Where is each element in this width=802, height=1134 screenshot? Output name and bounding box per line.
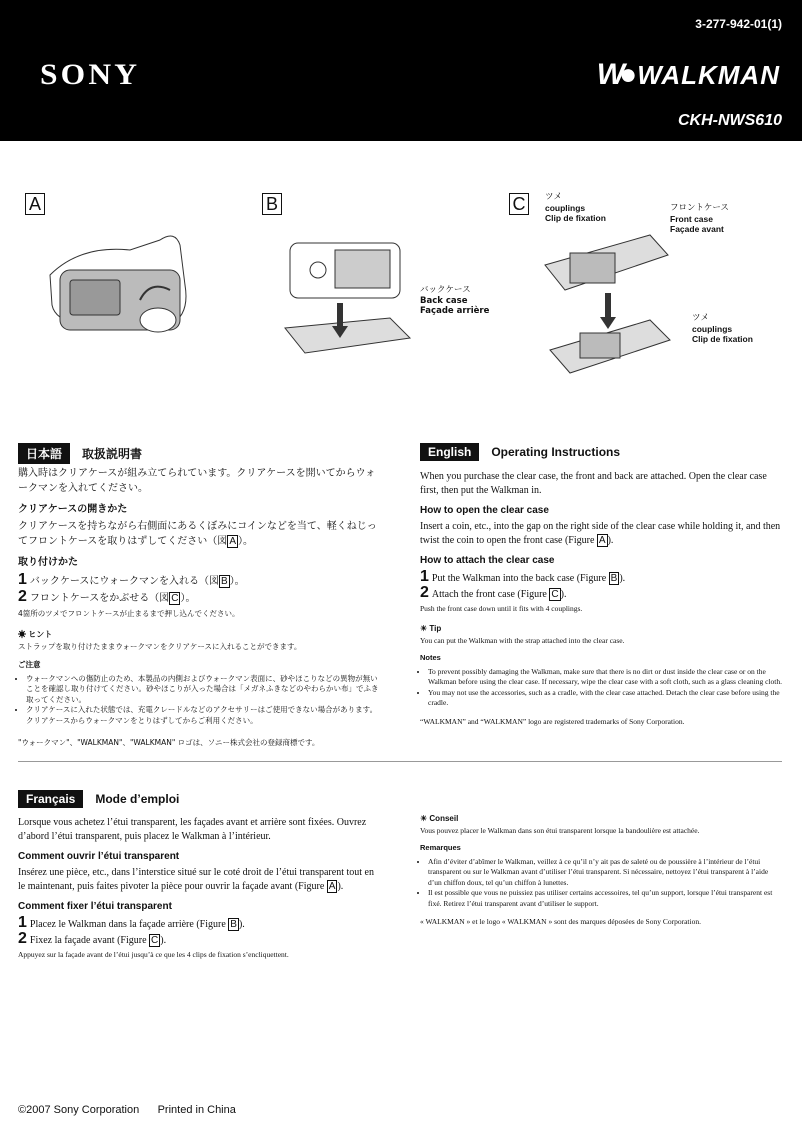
english-section-header: [420, 443, 620, 461]
french-column-right: [420, 812, 782, 932]
japanese-step-2: 2 フロントケースをかぶせる（図 C ）。: [18, 588, 196, 605]
english-step-2-sub: Push the front case down until it fits with 4 couplings.: [420, 604, 583, 613]
japanese-tip-text: ストラップを取り付けたままウォークマンをクリアケースに入れることができます。: [18, 642, 302, 651]
walkman-wordmark: WALKMAN: [637, 59, 780, 90]
english-trademark: “WALKMAN” and “WALKMAN” logo are registered trademarks of Sony Corporation.: [420, 716, 685, 726]
model-number: CKH-NWS610: [677, 112, 782, 129]
english-notes: Notes • To prevent possibly damaging the Walkman, make sure that there is no dirt or dust inside the clear case or on the Walkman before using the clear case. If necessary, wipe the clear case with a soft cloth, such as a glass cleaning cloth. • You may not use the accessories, such as a cradle, with the clear case attached. Detach the clear case before using the cradle.: [420, 651, 782, 709]
japanese-tip-heading: ☀ ヒント: [18, 630, 53, 639]
english-attach-heading: How to attach the clear case: [420, 555, 555, 566]
japanese-title: 取扱説明書: [82, 447, 143, 461]
japanese-step-2-sub: 4箇所のツメでフロントケースが止まるまで押し込んでください。: [18, 609, 240, 618]
english-intro: When you purchase the clear case, the front and back are attached. Open the clear case first, then put the Walkman in.: [420, 471, 767, 496]
callout-back-case: バックケース Back case Façade arrière: [420, 285, 490, 316]
french-tip-text: Vous pouvez placer le Walkman dans son étui transparent lorsque la bandoulière est attachée.: [420, 826, 700, 835]
walkman-logo: [597, 58, 780, 92]
french-notes: Remarques • Afin d’éviter d’abîmer le Walkman, veillez à ce qu’il n’y ait pas de saleté ou de poussière à l’intérieur de l’étui transparent ou sur le Walkman avant d’utiliser l’étui transparent. Si nécessaire, nettoyez l’étui transparent à l’aide d’un chiffon doux, tel qu’un chiffon à lunettes. • Il est possible que vous ne puissiez pas utiliser certains accessoires, tel qu’un support, lorsque l’étui transparent est fixé. Retirez l’étui transparent avant d’utiliser le support.: [420, 841, 782, 910]
french-step-2-sub: Appuyez sur la façade avant de l’étui jusqu’à ce que les 4 clips de fixation s’encliquettent.: [18, 950, 289, 959]
figure-b-label: B: [262, 193, 282, 215]
walkman-w-icon: W●: [596, 58, 632, 91]
english-title: Operating Instructions: [491, 445, 621, 459]
lightbulb-icon: ☀: [18, 630, 26, 639]
french-intro: Lorsque vous achetez l’étui transparent, les façades avant et arrière sont fixées. Ouvrez d’abord l’étui transparent, puis placez le Walkman à l’intérieur.: [18, 817, 367, 842]
japanese-open-text: クリアケースを持ちながら右側面にあるくぼみにコインなどを当て、軽くねじってフロントケースを取りはずしてください（図 A ）。: [18, 521, 377, 547]
footer: [18, 1104, 236, 1116]
callout-couplings-top: ツメ couplings Clip de fixation: [545, 192, 606, 223]
header-bar: [0, 0, 802, 141]
figure-c-illustration: [540, 225, 690, 385]
french-attach-heading: Comment fixer l’étui transparent: [18, 901, 172, 912]
french-section-header: [18, 790, 179, 808]
section-divider: [18, 761, 782, 762]
sony-logo: SONY: [40, 58, 141, 91]
french-badge: Français: [18, 790, 83, 808]
english-open-heading: How to open the clear case: [420, 505, 549, 516]
french-title: Mode d’emploi: [95, 792, 180, 806]
callout-front-case: フロントケース Front case Façade avant: [670, 203, 729, 234]
lightbulb-icon: ☀: [420, 814, 428, 823]
japanese-intro: 購入時はクリアケースが組み立てられています。クリアケースを開いてからウォークマンを入れてください。: [18, 468, 376, 494]
french-step-1: 1 Placez le Walkman dans la façade arrière (Figure B ).: [18, 914, 245, 931]
japanese-open-heading: クリアケースの開きかた: [18, 504, 128, 515]
french-open-heading: Comment ouvrir l’étui transparent: [18, 851, 180, 862]
japanese-section-header: [18, 443, 142, 464]
french-column-left: [18, 816, 383, 966]
document-number: 3-277-942-01(1): [695, 17, 782, 31]
copyright: ©2007 Sony Corporation: [18, 1104, 140, 1116]
japanese-step-1: 1 バックケースにウォークマンを入れる（図 B ）。: [18, 571, 245, 588]
french-step-2: 2 Fixez la façade avant (Figure C ).: [18, 930, 167, 947]
english-step-2: 2 Attach the front case (Figure C ).: [420, 584, 567, 601]
figure-a-illustration: [40, 225, 215, 350]
english-column: [420, 470, 782, 731]
japanese-badge: 日本語: [18, 443, 70, 464]
figure-b-illustration: [280, 238, 420, 368]
japanese-trademark: "ウォークマン"、"WALKMAN"、"WALKMAN" ロゴは、ソニー株式会社の登録商標です。: [18, 738, 320, 747]
english-badge: English: [420, 443, 479, 461]
figure-a-label: A: [25, 193, 45, 215]
english-tip-text: You can put the Walkman with the strap attached into the clear case.: [420, 636, 625, 645]
japanese-caution: ご注意 • ウォークマンへの傷防止のため、本製品の内側およびウォークマン表面に、砂やほこりなどの異物が無いことを確認し取り付けてください。砂やほこりが入った場合は「メガネふきなどのやわらかい布」でふき取ってください。 • クリアケースに入れた状態では、充電クレードルなどのアクセサリーはご使用できない場合があります。クリアケースからウォークマンをとりはずしてからご利用ください。: [18, 657, 383, 727]
lightbulb-icon: ☀: [420, 624, 428, 633]
french-trademark: « WALKMAN » et le logo « WALKMAN » sont des marques déposées de Sony Corporation.: [420, 917, 701, 926]
figure-c-label: C: [509, 193, 529, 215]
callout-couplings-bottom: ツメ couplings Clip de fixation: [692, 313, 753, 344]
english-open-text: Insert a coin, etc., into the gap on the right side of the clear case while holding it, and then twist the coin to open the front case (Figure A ).: [420, 521, 781, 546]
french-tip-heading: ☀ Conseil: [420, 814, 459, 823]
english-tip-heading: ☀ Tip: [420, 624, 442, 633]
japanese-attach-heading: 取り付けかた: [18, 557, 78, 568]
english-step-1: 1 Put the Walkman into the back case (Figure B ).: [420, 568, 626, 585]
printed-in: Printed in China: [157, 1104, 236, 1116]
japanese-column: [18, 466, 383, 753]
french-open-text: Insérez une pièce, etc., dans l’interstice situé sur le coté droit de l’étui transparent tout en le maintenant, puis faites pivoter la pièce pour ouvrir la façade avant (Figure A ).: [18, 867, 374, 892]
